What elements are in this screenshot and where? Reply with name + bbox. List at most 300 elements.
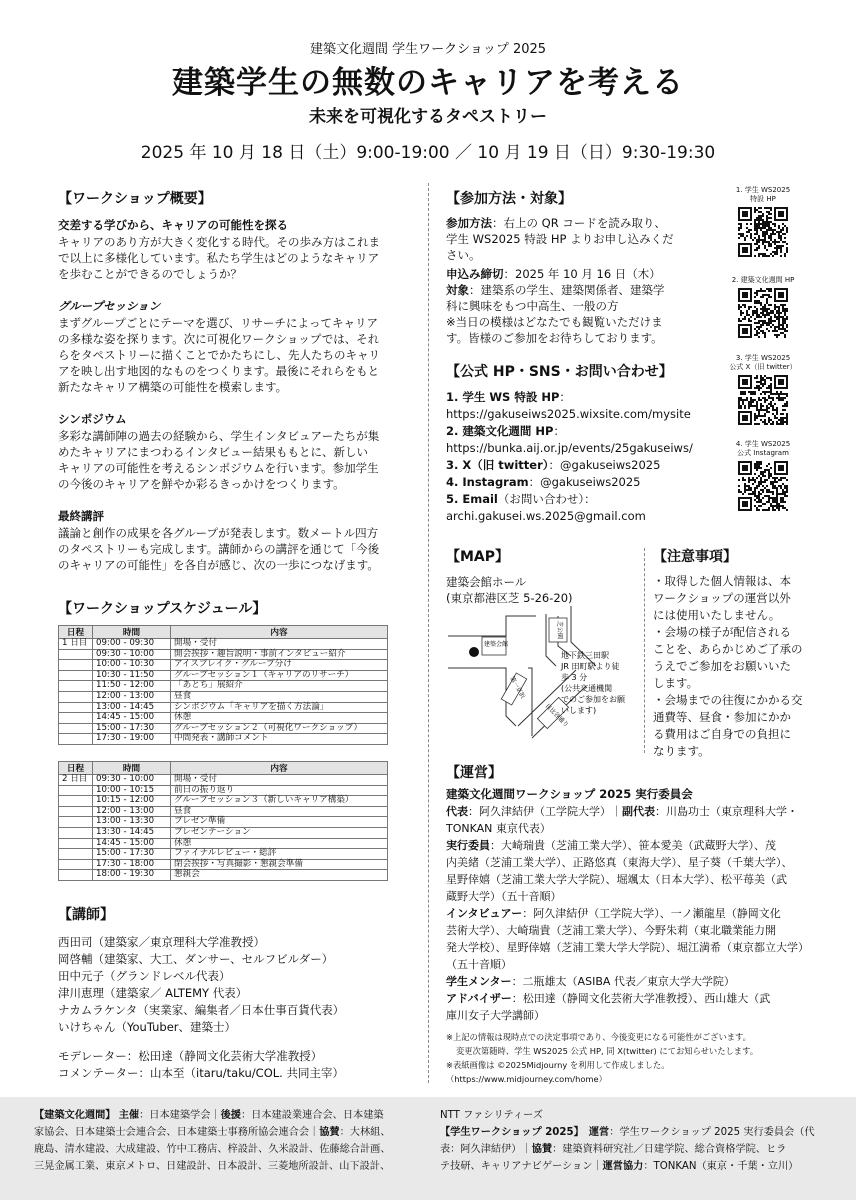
qr-module xyxy=(770,312,772,314)
qr-module xyxy=(760,473,762,475)
qr-module xyxy=(764,336,766,338)
qr-module xyxy=(768,207,770,209)
col-day-header: 日程 xyxy=(59,762,93,775)
qr-module xyxy=(770,237,772,239)
qr-module xyxy=(776,310,778,312)
qr-module xyxy=(754,393,756,395)
qr-module xyxy=(774,251,776,253)
qr-module xyxy=(774,233,776,235)
column-divider xyxy=(428,183,429,1083)
qr-module xyxy=(738,318,740,320)
qr-module xyxy=(784,330,786,332)
qr-module xyxy=(758,485,760,487)
small-note: ※表紙画像は ©2025Midjourny を利用して作成しました。 xyxy=(446,1060,670,1070)
schedule-content: 懇親会 xyxy=(171,870,388,881)
qr-finder xyxy=(742,379,748,385)
operation-line xyxy=(446,871,826,888)
qr-module xyxy=(744,306,746,308)
qr-module xyxy=(758,463,760,465)
qr-module xyxy=(776,306,778,308)
qr-module xyxy=(760,489,762,491)
qr-module xyxy=(770,389,772,391)
qr-module xyxy=(778,247,780,249)
qr-module xyxy=(770,296,772,298)
qr-module xyxy=(780,328,782,330)
qr-module xyxy=(782,489,784,491)
qr-module xyxy=(758,328,760,330)
qr-module xyxy=(764,290,766,292)
qr-module xyxy=(782,316,784,318)
schedule-time: 10:30 - 11:50 xyxy=(93,670,171,681)
qr-module xyxy=(768,475,770,477)
qr-module xyxy=(784,487,786,489)
qr-module xyxy=(776,393,778,395)
note-line: ワークショップの運営以外 xyxy=(653,591,791,605)
qr-module xyxy=(784,314,786,316)
qr-module xyxy=(750,397,752,399)
qr-module xyxy=(758,461,760,463)
schedule-day xyxy=(59,649,93,660)
footer-text: NTT ファシリティーズ xyxy=(440,1110,543,1121)
qr-module xyxy=(768,477,770,479)
qr-module xyxy=(776,409,778,411)
qr-module xyxy=(766,495,768,497)
station-line: JR 田町駅より徒 xyxy=(561,662,620,671)
qr-module xyxy=(752,393,754,395)
qr-module xyxy=(738,320,740,322)
qr-module xyxy=(770,419,772,421)
qr-module xyxy=(776,397,778,399)
schedule-content: 閉会挨拶・写真撮影・懇親会準備 xyxy=(171,859,388,870)
qr-module xyxy=(750,237,752,239)
qr-module xyxy=(770,320,772,322)
footer-line xyxy=(34,1141,424,1158)
qr-module xyxy=(766,223,768,225)
qr-module xyxy=(786,231,788,233)
qr-module xyxy=(770,423,772,425)
footer-line xyxy=(34,1158,424,1175)
qr-module xyxy=(774,314,776,316)
qr-module xyxy=(766,314,768,316)
qr-module xyxy=(774,247,776,249)
qr-module xyxy=(738,401,740,403)
qr-module xyxy=(750,405,752,407)
footer-line xyxy=(34,1107,424,1124)
qr-module xyxy=(756,332,758,334)
schedule-content: プレゼンテーション xyxy=(171,827,388,838)
qr-module xyxy=(744,316,746,318)
qr-module xyxy=(754,318,756,320)
qr-module xyxy=(760,330,762,332)
qr-module xyxy=(768,463,770,465)
method-line xyxy=(446,215,716,231)
qr-module xyxy=(758,509,760,511)
qr-finder xyxy=(778,465,784,471)
schedule-day xyxy=(59,691,93,702)
qr-module xyxy=(780,397,782,399)
qr-module xyxy=(756,334,758,336)
qr-module xyxy=(756,403,758,405)
qr-module xyxy=(768,471,770,473)
schedule-time: 18:00 - 19:30 xyxy=(93,870,171,881)
qr-module xyxy=(754,415,756,417)
qr-module xyxy=(768,213,770,215)
qr-module xyxy=(782,332,784,334)
overview-block-2 xyxy=(58,298,418,395)
qr-module xyxy=(756,377,758,379)
qr-module xyxy=(772,241,774,243)
qr-module xyxy=(778,320,780,322)
map-heading: 【MAP】 xyxy=(446,549,510,565)
qr-module xyxy=(776,499,778,501)
qr-module xyxy=(768,495,770,497)
qr-module xyxy=(772,233,774,235)
qr-module xyxy=(764,245,766,247)
qr-module xyxy=(752,405,754,407)
qr-module xyxy=(770,481,772,483)
qr-module xyxy=(774,477,776,479)
qr-module xyxy=(780,239,782,241)
qr-module xyxy=(772,312,774,314)
qr-module xyxy=(784,403,786,405)
qr-module xyxy=(770,405,772,407)
qr-module xyxy=(756,314,758,316)
qr-module xyxy=(766,328,768,330)
qr-label: 4. 学生 WS2025 xyxy=(735,440,791,448)
qr-module xyxy=(762,421,764,423)
qr-module xyxy=(784,421,786,423)
qr-module xyxy=(770,288,772,290)
qr-module xyxy=(774,481,776,483)
qr-module xyxy=(782,409,784,411)
qr-module xyxy=(760,419,762,421)
qr-module xyxy=(764,334,766,336)
qr-module xyxy=(780,247,782,249)
qr-module xyxy=(758,475,760,477)
qr-module xyxy=(778,503,780,505)
qr-module xyxy=(738,407,740,409)
qr-module xyxy=(754,310,756,312)
qr-module xyxy=(738,399,740,401)
qr-module xyxy=(756,217,758,219)
qr-module xyxy=(758,493,760,495)
qr-module xyxy=(768,397,770,399)
role-text: ：二瓶雄太（ASIBA 代表／東京大学大学院） xyxy=(511,975,735,988)
qr-module xyxy=(754,249,756,251)
qr-module xyxy=(764,221,766,223)
qr-module xyxy=(780,251,782,253)
text-line: で以上に多様化しています。私たち学生はどのようなキャリア xyxy=(58,251,380,265)
qr-module xyxy=(778,328,780,330)
qr-module xyxy=(772,324,774,326)
schedule-row xyxy=(59,870,388,881)
operation-line xyxy=(446,905,826,922)
qr-module xyxy=(782,393,784,395)
lecturers-heading: 【講師】 xyxy=(58,907,114,923)
contact-link[interactable]: archi.gakusei.ws.2025@gmail.com xyxy=(446,509,646,523)
schedule-time: 15:00 - 17:30 xyxy=(93,723,171,734)
qr-module xyxy=(786,417,788,419)
qr-module xyxy=(762,306,764,308)
qr-module xyxy=(774,229,776,231)
schedule-row xyxy=(59,713,388,724)
qr-module xyxy=(780,497,782,499)
note-line: ことを、あらかじめご了承の xyxy=(653,642,803,656)
qr-module xyxy=(786,316,788,318)
qr-module xyxy=(774,320,776,322)
contact-link[interactable]: https://bunka.aij.or.jp/events/25gakuseiws/ xyxy=(446,441,693,455)
qr-module xyxy=(762,233,764,235)
qr-module xyxy=(780,229,782,231)
qr-module xyxy=(776,481,778,483)
qr-module xyxy=(754,312,756,314)
footer-text xyxy=(579,1127,589,1138)
qr-module xyxy=(768,223,770,225)
qr-module xyxy=(780,499,782,501)
qr-module xyxy=(752,479,754,481)
qr-module xyxy=(756,330,758,332)
schedule-day1 xyxy=(58,625,388,745)
note-line: ・会場の様子が配信される xyxy=(653,625,791,639)
qr-module xyxy=(744,489,746,491)
qr-module xyxy=(746,399,748,401)
qr-module xyxy=(776,336,778,338)
qr-module xyxy=(768,385,770,387)
qr-module xyxy=(760,211,762,213)
qr-module xyxy=(758,411,760,413)
qr-code-icon[interactable] xyxy=(738,375,788,425)
qr-module xyxy=(760,381,762,383)
qr-module xyxy=(766,249,768,251)
qr-module xyxy=(740,223,742,225)
qr-module xyxy=(786,324,788,326)
qr-module xyxy=(752,483,754,485)
qr-module xyxy=(760,239,762,241)
qr-module xyxy=(762,481,764,483)
qr-module xyxy=(772,393,774,395)
qr-module xyxy=(776,330,778,332)
qr-module xyxy=(754,423,756,425)
page-subtitle: 未来を可視化するタペストリー xyxy=(309,107,547,127)
qr-module xyxy=(782,304,784,306)
qr-module xyxy=(770,326,772,328)
qr-module xyxy=(772,409,774,411)
qr-module xyxy=(780,391,782,393)
qr-module xyxy=(770,304,772,306)
schedule-day: 1 日目 xyxy=(59,639,93,650)
qr-code-icon[interactable] xyxy=(738,461,788,511)
qr-module xyxy=(740,320,742,322)
qr-module xyxy=(740,405,742,407)
operation-line xyxy=(446,854,826,871)
qr-label: 特設 HP xyxy=(750,195,776,203)
qr-module xyxy=(784,507,786,509)
schedule-day xyxy=(59,713,93,724)
station-line: でのご参加をお願 xyxy=(561,695,625,704)
schedule-time: 09:00 - 09:30 xyxy=(93,639,171,650)
qr-module xyxy=(738,237,740,239)
qr-module xyxy=(772,509,774,511)
qr-module xyxy=(762,294,764,296)
overview-heading: 【ワークショップ概要】 xyxy=(58,191,212,207)
qr-module xyxy=(776,241,778,243)
qr-module xyxy=(744,391,746,393)
contact-sep: ： xyxy=(559,390,571,404)
qr-module xyxy=(768,241,770,243)
schedule-time: 10:15 - 12:00 xyxy=(93,796,171,807)
qr-module xyxy=(758,215,760,217)
qr-code-icon[interactable] xyxy=(738,207,788,257)
qr-module xyxy=(754,306,756,308)
commentator: コメンテーター：山本至（itaru/taku/COL. 共同主宰） xyxy=(58,1066,344,1080)
schedule-time: 12:00 - 13:00 xyxy=(93,691,171,702)
qr-module xyxy=(748,391,750,393)
qr-module xyxy=(768,501,770,503)
qr-module xyxy=(770,310,772,312)
qr-module xyxy=(754,413,756,415)
footer-text: 三晃金属工業、東京メトロ、日建設計、日本設計、三菱地所設計、山下設計、 xyxy=(34,1161,391,1172)
qr-module xyxy=(772,413,774,415)
qr-module xyxy=(758,211,760,213)
qr-module xyxy=(782,497,784,499)
qr-module xyxy=(744,479,746,481)
qr-module xyxy=(738,233,740,235)
schedule-time: 11:50 - 12:00 xyxy=(93,681,171,692)
qr-module xyxy=(786,487,788,489)
qr-module xyxy=(782,399,784,401)
qr-module xyxy=(762,491,764,493)
qr-module xyxy=(768,235,770,237)
qr-module xyxy=(760,223,762,225)
contact-link[interactable]: https://gakuseiws2025.wixsite.com/mysite xyxy=(446,407,691,421)
contact-value[interactable]: ：@gakuseiws2025 xyxy=(548,458,661,472)
qr-module xyxy=(774,509,776,511)
footer-line xyxy=(440,1124,840,1141)
qr-module xyxy=(764,233,766,235)
qr-module xyxy=(776,489,778,491)
schedule-time: 15:00 - 17:30 xyxy=(93,849,171,860)
qr-module xyxy=(766,255,768,257)
qr-module xyxy=(764,322,766,324)
role-label: 副代表 xyxy=(622,805,655,818)
schedule-heading: 【ワークショップスケジュール】 xyxy=(58,601,267,617)
qr-module xyxy=(756,495,758,497)
qr-module xyxy=(782,245,784,247)
qr-module xyxy=(750,489,752,491)
qr-module xyxy=(762,308,764,310)
qr-module xyxy=(756,417,758,419)
qr-module xyxy=(776,407,778,409)
schedule-day xyxy=(59,734,93,745)
schedule-day xyxy=(59,827,93,838)
qr-module xyxy=(762,296,764,298)
qr-module xyxy=(760,296,762,298)
qr-module xyxy=(764,479,766,481)
qr-module xyxy=(758,483,760,485)
overview-block-4 xyxy=(58,508,418,573)
qr-module xyxy=(778,507,780,509)
qr-module xyxy=(770,387,772,389)
qr-module xyxy=(780,419,782,421)
qr-module xyxy=(782,308,784,310)
qr-module xyxy=(750,229,752,231)
qr-module xyxy=(784,495,786,497)
qr-module xyxy=(762,310,764,312)
qr-module xyxy=(764,413,766,415)
schedule-day xyxy=(59,785,93,796)
qr-module xyxy=(764,409,766,411)
qr-module xyxy=(758,501,760,503)
qr-module xyxy=(778,225,780,227)
qr-module xyxy=(756,385,758,387)
qr-module xyxy=(758,326,760,328)
qr-module xyxy=(758,322,760,324)
qr-module xyxy=(776,391,778,393)
qr-module xyxy=(760,215,762,217)
qr-module xyxy=(756,300,758,302)
contact-value[interactable]: ：@gakuseiws2025 xyxy=(528,475,641,489)
qr-module xyxy=(776,417,778,419)
qr-module xyxy=(764,225,766,227)
qr-module xyxy=(762,475,764,477)
qr-module xyxy=(760,288,762,290)
event-dates: 2025 年 10 月 18 日（土）9:00-19:00 ／ 10 月 19 日（日）9:30-19:30 xyxy=(140,143,716,163)
qr-module xyxy=(768,330,770,332)
qr-module xyxy=(748,318,750,320)
qr-module xyxy=(772,223,774,225)
qr-module xyxy=(768,419,770,421)
qr-module xyxy=(760,501,762,503)
qr-module xyxy=(774,239,776,241)
qr-module xyxy=(768,217,770,219)
qr-module xyxy=(784,336,786,338)
qr-code-icon[interactable] xyxy=(738,288,788,338)
footer-text: 【学生ワークショップ 2025】 xyxy=(440,1127,579,1138)
qr-module xyxy=(754,493,756,495)
qr-module xyxy=(750,399,752,401)
qr-module xyxy=(774,306,776,308)
operation-section xyxy=(446,762,826,1086)
qr-module xyxy=(778,322,780,324)
qr-module xyxy=(776,505,778,507)
qr-module xyxy=(752,491,754,493)
qr-module xyxy=(756,219,758,221)
schedule-row xyxy=(59,859,388,870)
qr-module xyxy=(772,493,774,495)
qr-module xyxy=(768,407,770,409)
text-line: 科に興味をもつ中高生、一般の方 xyxy=(446,299,619,313)
schedule-content: プレゼン準備 xyxy=(171,817,388,828)
qr-module xyxy=(738,304,740,306)
moderator: モデレーター：松田達（静岡文化芸術大学准教授） xyxy=(58,1049,323,1063)
qr-module xyxy=(756,292,758,294)
qr-module xyxy=(756,247,758,249)
lecturer-item: いけちゃん（YouTuber、建築士） xyxy=(58,1020,236,1034)
qr-module xyxy=(770,391,772,393)
qr-module xyxy=(770,503,772,505)
operation-line xyxy=(446,956,826,973)
qr-module xyxy=(742,401,744,403)
deadline-value: ：2025 年 10 月 16 日（木） xyxy=(503,267,661,281)
qr-module xyxy=(772,499,774,501)
qr-module xyxy=(758,467,760,469)
qr-module xyxy=(758,385,760,387)
qr-module xyxy=(760,308,762,310)
qr-module xyxy=(754,237,756,239)
qr-module xyxy=(742,403,744,405)
qr-module xyxy=(748,485,750,487)
qr-module xyxy=(770,245,772,247)
